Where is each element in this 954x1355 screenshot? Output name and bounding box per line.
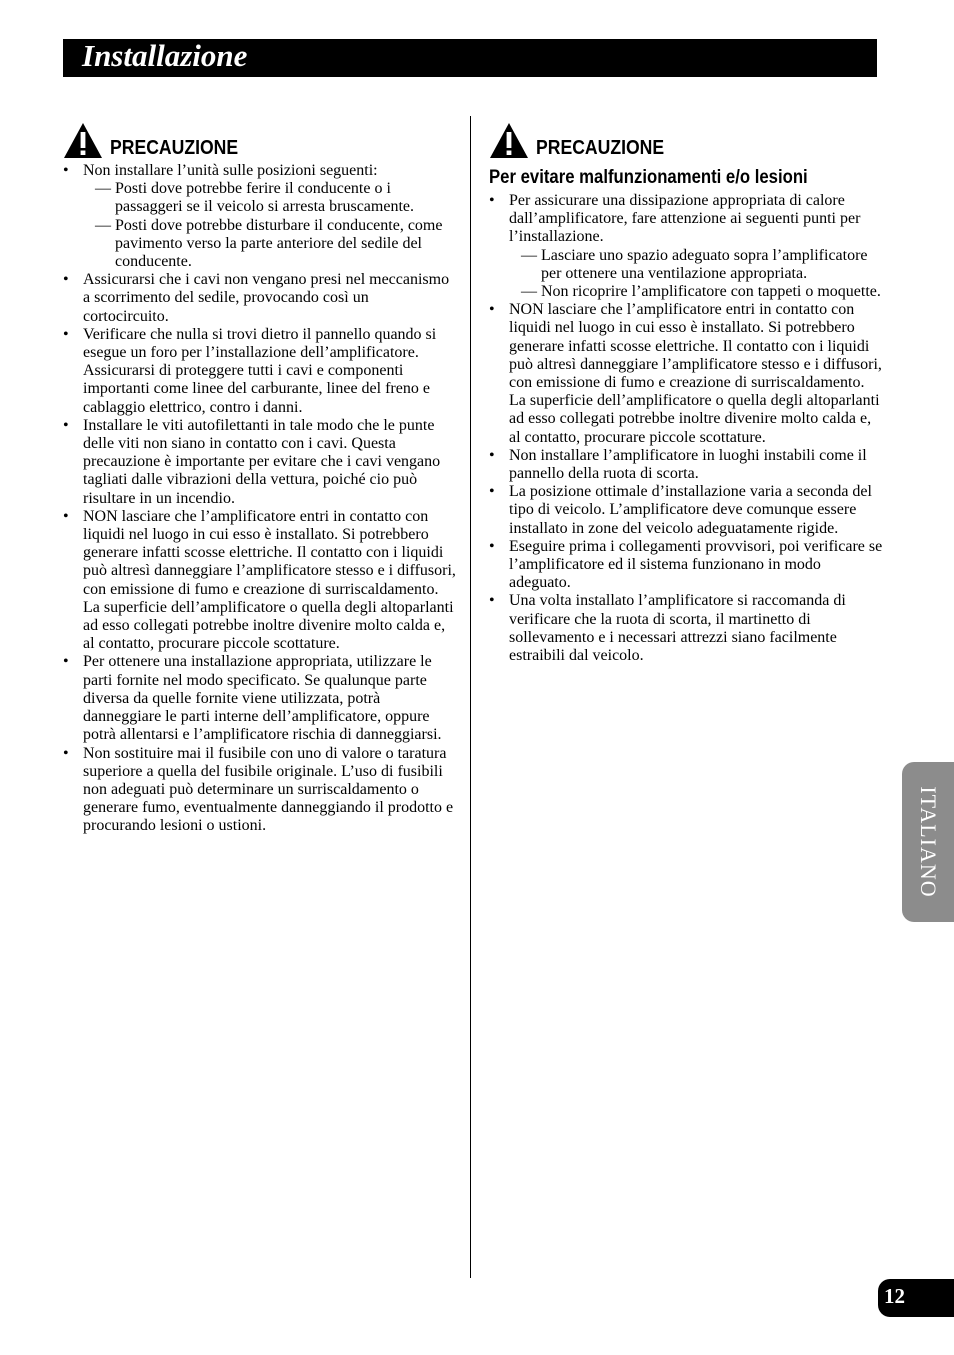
- list-item: [489, 538, 884, 593]
- list-item: [63, 271, 458, 326]
- list-item: [63, 745, 458, 836]
- column-divider: [470, 116, 471, 1278]
- left-bullet-list: [63, 162, 458, 836]
- sub-list: [509, 247, 884, 302]
- list-item-text: Non installare l’amplificatore in luoghi instabili come il pannello della ruota di scorta.: [509, 446, 867, 483]
- section-subheading: Per evitare malfunzionamenti e/o lesioni: [489, 167, 808, 188]
- caution-heading: [63, 116, 458, 159]
- sub-list: [83, 180, 458, 271]
- left-column: [63, 116, 458, 836]
- right-column: [489, 116, 884, 665]
- list-item-text: Una volta installato l’amplificatore si raccomanda di verificare che la ruota di scorta, il martinetto di sollevamento e i necessari attrezzi siano facilmente estraibili dal veicolo.: [509, 592, 846, 665]
- list-item-text: NON lasciare che l’amplificatore entri in contatto con liquidi nel luogo in cui esso è installato. Si potrebbero generare infatti scosse elettriche. Il contatto con i liquidi può altresì danneggiare l’amplificatore stesso e i diffusori, con emissione di fumo e creazione di surriscaldamento. La superficie dell’amplificatore o quella degli altoparlanti ad esso collegati potrebbe inoltre divenire molto calda e, al contatto, procurare piccole scottature.: [509, 301, 882, 446]
- language-tab-label: ITALIANO: [916, 786, 941, 898]
- list-item-text: La posizione ottimale d’installazione varia a seconda del tipo di veicolo. L’amplificatore deve comunque essere installato in zone del veicolo adeguatamente rigide.: [509, 483, 872, 537]
- list-item: [63, 417, 458, 508]
- sub-list-item: — Posti dove potrebbe ferire il conducente o i passaggeri se il veicolo si arresta bruscamente.: [83, 180, 458, 216]
- caution-title: PRECAUZIONE: [110, 137, 239, 159]
- sub-list-item: — Posti dove potrebbe disturbare il conducente, come pavimento verso la parte anteriore del sedile del conducente.: [83, 217, 458, 272]
- list-item-text: Per ottenere una installazione appropriata, utilizzare le parti fornite nel modo specificato. Se qualunque parte diversa da quelle fornite viene utilizzata, potrà danneggiare le parti interne dell’amplificatore, oppure potrà allentarsi e l’amplificatore rischia di danneggiarsi.: [83, 653, 442, 744]
- list-item-text: Eseguire prima i collegamenti provvisori, poi verificare se l’amplificatore ed il sistema funzionano in modo adeguato.: [509, 537, 883, 592]
- list-item-text: Non sostituire mai il fusibile con uno di valore o taratura superiore a quella del fusibile originale. L’uso di fusibili non adeguati può determinare un surriscaldamento o generare fumo, eventualmente danneggiando il prodotto e procurando lesioni o ustioni.: [83, 744, 454, 835]
- list-item-text: NON lasciare che l’amplificatore entri in contatto con liquidi nel luogo in cui esso è installato. Si potrebbero generare infatti scosse elettriche. Il contatto con i liquidi può altresì danneggiare l’amplificatore stesso e i diffusori, con emissione di fumo e creazione di surriscaldamento. La superficie dell’amplificatore o quella degli altoparlanti ad esso collegati potrebbe inoltre divenire molto calda e, al contatto, procurare piccole scottature.: [83, 507, 456, 653]
- page-title: Installazione: [82, 38, 248, 73]
- list-item: [63, 162, 458, 271]
- sub-list-item: — Lasciare uno spazio adeguato sopra l’amplificatore per ottenere una ventilazione appropriata.: [509, 247, 884, 283]
- list-item: [489, 447, 884, 483]
- page-number: 12: [884, 1284, 905, 1308]
- list-item: [489, 592, 884, 665]
- list-item: [63, 653, 458, 744]
- right-bullet-list: [489, 192, 884, 665]
- list-item: [489, 483, 884, 538]
- page-number-badge: [878, 1279, 954, 1317]
- warning-icon: [63, 122, 103, 159]
- sub-list-item: — Non ricoprire l’amplificatore con tappeti o moquette.: [509, 283, 884, 301]
- caution-title: PRECAUZIONE: [536, 137, 665, 159]
- warning-icon: [489, 122, 529, 159]
- list-item: [489, 301, 884, 447]
- list-item: [489, 192, 884, 301]
- list-item-text: Non installare l’unità sulle posizioni seguenti:: [83, 162, 378, 179]
- list-item-text: Installare le viti autofilettanti in tale modo che le punte delle viti non siano in contatto con i cavi. Questa precauzione è importante per evitare che i cavi vengano tagliati dalle vibrazioni della vettura, poiché cio può risultare in un incendio.: [83, 416, 441, 507]
- list-item-text: Verificare che nulla si trovi dietro il pannello quando si esegue un foro per l’installazione dell’amplificatore. Assicurarsi di proteggere tutti i cavi e componenti importanti come linee del carburante, linee del freno e cablaggio elettrico, contro i danni.: [83, 325, 437, 416]
- language-tab: [902, 762, 954, 922]
- list-item: [63, 508, 458, 654]
- list-item-text: Assicurarsi che i cavi non vengano presi nel meccanismo a scorrimento del sedile, provocando così un cortocircuito.: [83, 271, 450, 325]
- list-item-text: Per assicurare una dissipazione appropriata di calore dall’amplificatore, fare attenzione ai seguenti punti per l’installazione.: [509, 192, 861, 246]
- header-bar: [63, 39, 877, 77]
- caution-heading: [489, 116, 884, 159]
- list-item: [63, 326, 458, 417]
